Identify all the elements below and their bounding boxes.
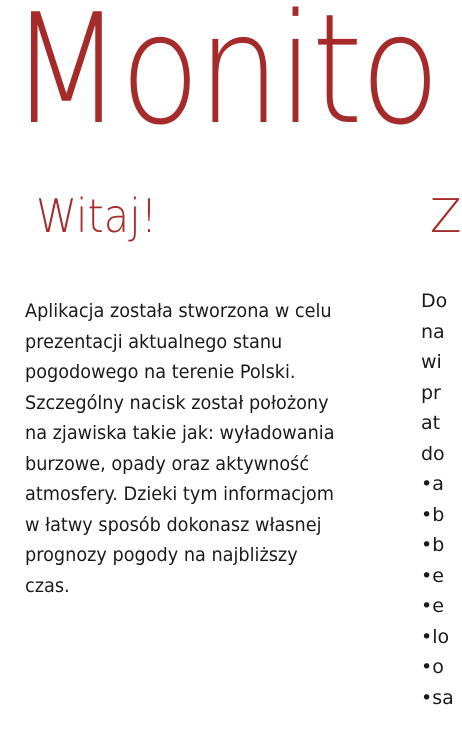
second-section-bullet: •b (421, 534, 445, 556)
second-section-bullet: •e (421, 595, 444, 617)
second-section-line: do (421, 442, 445, 465)
welcome-line: na zjawiska takie jak: wyładowania (25, 422, 335, 444)
welcome-line: czas. (25, 574, 70, 597)
welcome-line: Aplikacja została stworzona w celu (25, 300, 332, 322)
welcome-line: atmosfery. Dzieki tym informacjom (25, 483, 334, 505)
welcome-line: pogodowego na terenie Polski. (25, 361, 296, 383)
welcome-paragraph (25, 296, 395, 601)
second-section-line: wi (421, 351, 442, 373)
welcome-line: prezentacji aktualnego stanu (25, 330, 283, 353)
second-section-bullet: •b (421, 503, 445, 526)
second-section-line: pr (421, 381, 441, 404)
second-section-line: at (421, 412, 441, 434)
welcome-heading: Witaj! (36, 189, 158, 243)
welcome-line: burzowe, opady oraz aktywność (25, 452, 310, 475)
second-section-bullet: •sa (421, 686, 454, 709)
second-section-bullet: •lo (421, 625, 450, 648)
second-section-line: Do (421, 290, 448, 312)
second-section-bullet: •a (421, 473, 444, 495)
welcome-line: w łatwy sposób dokonasz własnej (25, 513, 322, 536)
second-section-line: na (421, 320, 445, 343)
app-title: Monito (10, 0, 438, 158)
second-section-bullet: •e (421, 564, 444, 587)
second-section-heading: Z (430, 189, 462, 243)
welcome-line: Szczególny nacisk został położony (25, 391, 329, 414)
second-section-bullet: •o (421, 656, 444, 678)
second-section-text (421, 286, 454, 713)
welcome-line: prognozy pogody na najbliższy (25, 544, 298, 566)
